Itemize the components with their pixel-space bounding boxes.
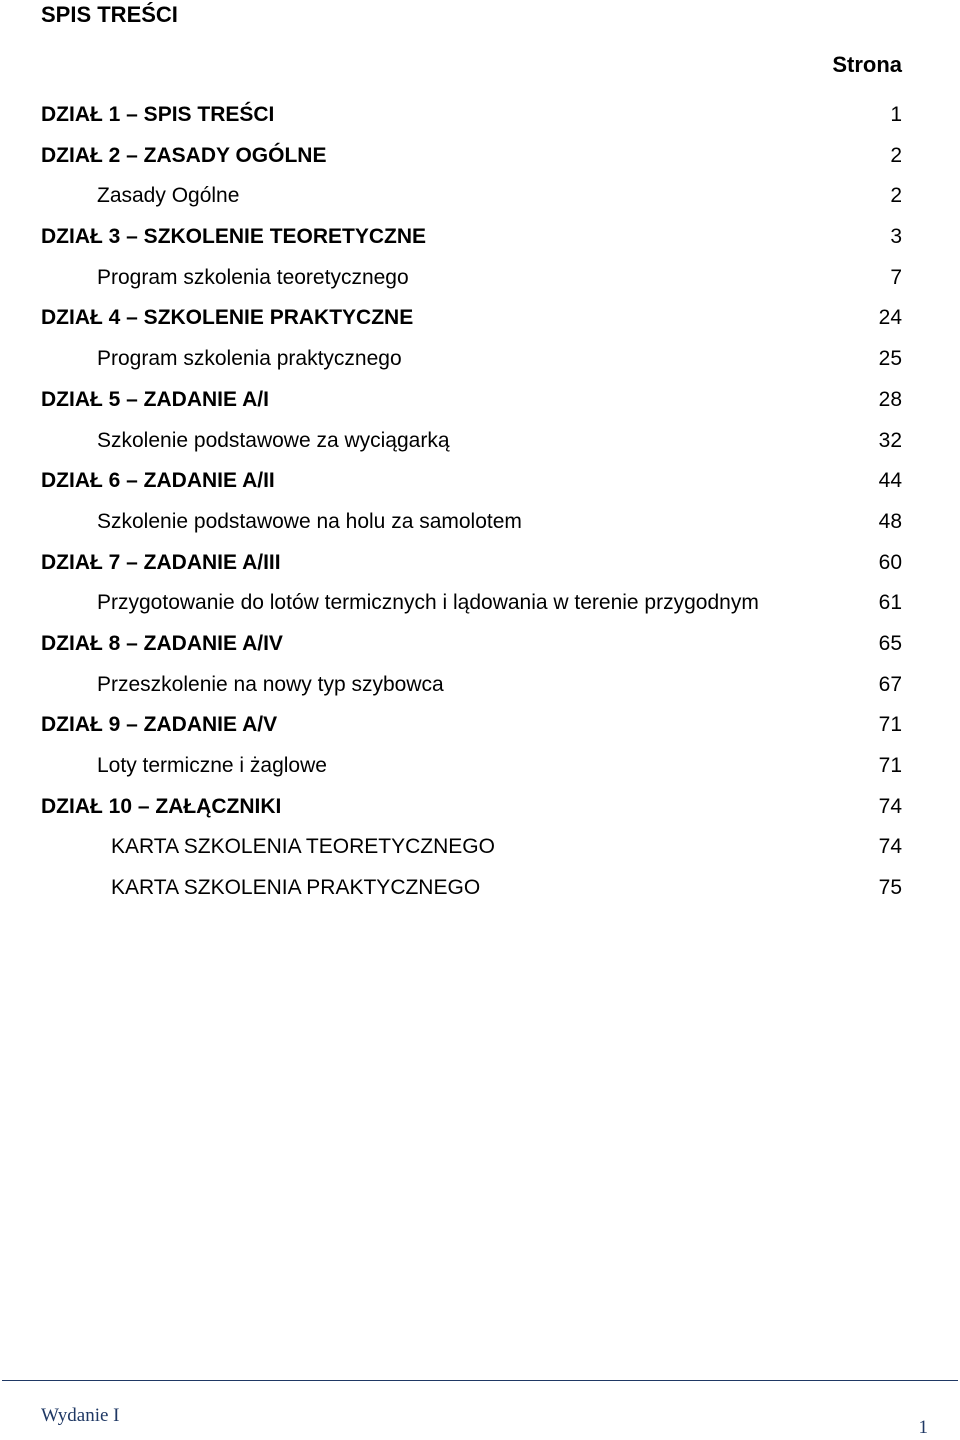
toc-entry-page-number: 67 [878,672,902,696]
toc-section-entry[interactable] [0,550,960,591]
toc-subsection-entry[interactable] [0,183,960,224]
toc-subsection-entry[interactable] [0,834,960,875]
toc-section-entry[interactable] [0,387,960,428]
toc-entry-title: Przeszkolenie na nowy typ szybowca [97,672,444,696]
toc-subsection-entry[interactable] [0,875,960,916]
toc-entry-page-number: 60 [878,550,902,574]
toc-entry-title: DZIAŁ 5 – ZADANIE A/I [41,387,269,411]
toc-section-entry[interactable] [0,224,960,265]
toc-entry-title: KARTA SZKOLENIA PRAKTYCZNEGO [111,876,481,900]
footer-divider [2,1380,958,1381]
toc-subsection-entry[interactable] [0,509,960,550]
toc-section-entry[interactable] [0,102,960,143]
toc-entry-page-number: 2 [890,143,902,167]
toc-entry-page-number: 24 [878,306,902,330]
toc-entry-title: DZIAŁ 7 – ZADANIE A/III [41,550,281,574]
toc-entry-title: Przygotowanie do lotów termicznych i lądowania w terenie przygodnym [97,591,759,615]
toc-section-entry[interactable] [0,631,960,672]
toc-entry-page-number: 71 [878,754,902,777]
toc-section-entry[interactable] [0,712,960,753]
toc-entry-title: DZIAŁ 8 – ZADANIE A/IV [41,631,283,655]
footer-page-number: 1 [918,1417,928,1438]
page-title: SPIS TREŚCI [41,2,178,27]
toc-entry-title: DZIAŁ 4 – SZKOLENIE PRAKTYCZNE [41,306,414,330]
toc-entry-title: DZIAŁ 2 – ZASADY OGÓLNE [41,143,327,167]
toc-subsection-entry[interactable] [0,590,960,631]
toc-section-entry[interactable] [0,305,960,346]
toc-entry-title: Program szkolenia teoretycznego [97,265,409,289]
toc-entry-title: DZIAŁ 6 – ZADANIE A/II [41,469,275,493]
page-column-header: Strona [832,52,902,77]
toc-entry-page-number: 75 [878,876,902,900]
toc-subsection-entry[interactable] [0,346,960,387]
toc-section-entry[interactable] [0,468,960,509]
toc-entry-page-number: 74 [878,794,902,818]
toc-section-entry[interactable] [0,794,960,835]
toc-entry-page-number: 74 [878,835,902,859]
toc-entry-page-number: 61 [878,591,902,615]
toc-entry-title: Loty termiczne i żaglowe [97,754,327,777]
toc-subsection-entry[interactable] [0,753,960,794]
toc-entry-page-number: 71 [878,713,902,737]
toc-entry-title: KARTA SZKOLENIA TEORETYCZNEGO [111,835,495,859]
toc-entry-title: DZIAŁ 10 – ZAŁĄCZNIKI [41,794,282,818]
toc-entry-page-number: 28 [878,387,902,411]
toc-entry-page-number: 65 [878,631,902,655]
toc-entry-title: DZIAŁ 1 – SPIS TREŚCI [41,103,275,126]
toc-entry-title: Szkolenie podstawowe za wyciągarką [97,428,450,452]
toc-entry-page-number: 44 [878,469,902,493]
toc-entry-page-number: 32 [878,428,902,452]
toc-subsection-entry[interactable] [0,428,960,469]
toc-section-entry[interactable] [0,143,960,184]
toc-entry-title: Szkolenie podstawowe na holu za samolotem [97,509,522,533]
toc-entry-page-number: 2 [890,184,902,208]
toc-entry-page-number: 7 [890,265,902,289]
table-of-contents [0,102,960,916]
toc-entry-page-number: 3 [890,225,902,249]
toc-entry-page-number: 25 [878,347,902,371]
toc-subsection-entry[interactable] [0,672,960,713]
toc-subsection-entry[interactable] [0,265,960,306]
toc-entry-page-number: 48 [878,509,902,533]
footer-edition: Wydanie I [41,1405,120,1426]
toc-entry-title: DZIAŁ 3 – SZKOLENIE TEORETYCZNE [41,225,427,249]
toc-entry-title: Zasady Ogólne [97,184,240,208]
toc-entry-title: DZIAŁ 9 – ZADANIE A/V [41,713,278,737]
toc-entry-page-number: 1 [890,103,902,126]
toc-entry-title: Program szkolenia praktycznego [97,347,402,371]
